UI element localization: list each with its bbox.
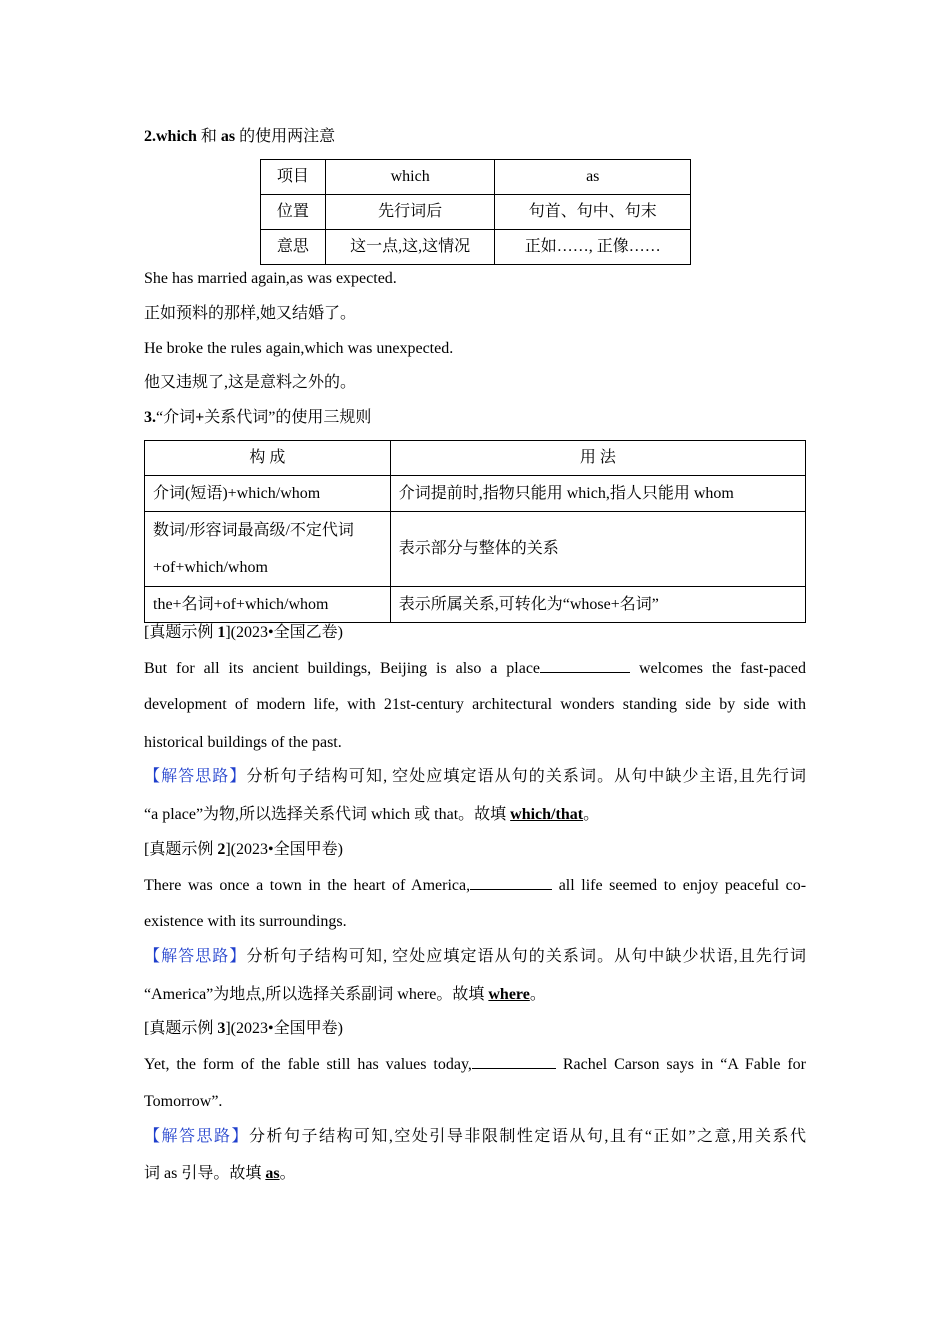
answer-text: “America”为地点,所以选择关系副词 where。故填 [144,986,489,1003]
table-row [145,512,806,587]
question-number: 1 [217,624,226,641]
table-cell: 构 成 [145,441,391,476]
table-header-row [145,441,806,476]
heading-text: 的使用两注意 [235,128,336,145]
table-cell: 句首、句中、句末 [495,195,691,230]
header-text: [真题示例 [144,1020,218,1037]
header-text: [真题示例 [144,841,218,858]
answer-1-line [144,805,599,825]
header-text: ](2023•全国乙卷) [225,624,343,641]
table-cell: 表示所属关系,可转化为“whose+名词” [390,587,805,623]
question-text: But for all its ancient buildings, Beijing is also a place [144,660,541,677]
answer-blank [472,1054,556,1069]
heading-text: “介词 [156,409,196,426]
answer-text: 词 as 引导。故填 [144,1165,266,1182]
table-cell: 意思 [261,230,326,265]
table-header-row [261,160,691,195]
question-1-header [144,623,343,643]
cell-line: +of+which/whom [153,559,268,576]
answer-text: “a place”为物,所以选择关系代词 which 或 that。故填 [144,806,511,823]
answer-tag: 【解答思路】 [144,1128,249,1145]
question-2-header [144,840,343,860]
table-cell: 正如……, 正像…… [495,230,691,265]
answer-text: 分析句子结构可知,空处引导非限制性定语从句,且有“正如”之意,用关系代 [248,1128,806,1145]
question-text: all life seemed to enjoy peaceful co- [558,877,807,894]
table-row [261,230,691,265]
table-cell: 项目 [261,160,326,195]
question-text: Yet, the form of the fable still has values today, [144,1056,472,1073]
table-cell: 用 法 [390,441,805,476]
example-sentence: He broke the rules again,which was unexpected. [144,340,454,357]
table-cell: 这一点,这,这情况 [325,230,495,265]
answer-text: 。 [279,1165,296,1182]
table-cell: the+名词+of+which/whom [145,587,391,623]
answer-text: 。 [583,806,600,823]
question-3-header [144,1019,343,1039]
table-cell: 介词提前时,指物只能用 which,指人只能用 whom [390,476,805,512]
header-text: ](2023•全国甲卷) [225,1020,343,1037]
answer-key: where [488,986,530,1003]
answer-blank [470,875,552,890]
section-number: 3. [144,409,156,426]
answer-key: as [265,1165,280,1182]
answer-blank [540,658,630,673]
question-text: Rachel Carson says in “A Fable for [562,1056,807,1073]
question-3-line: Tomorrow”. [144,1093,223,1110]
answer-text: 。 [529,986,546,1003]
question-1-line: historical buildings of the past. [144,734,342,751]
answer-tag: 【解答思路】 [144,948,247,965]
example-translation: 他又违规了,这是意料之外的。 [144,374,357,391]
answer-3-line [144,1164,296,1184]
answer-text: 分析句子结构可知, 空处应填定语从句的关系词。从句中缺少主语,且先行词 [246,768,806,785]
heading-text: 和 [196,128,221,145]
keyword-as: as [220,128,236,145]
question-number: 2 [217,841,226,858]
question-3-line [144,1054,806,1075]
heading-plus: + [195,409,205,426]
table-cell: 先行词后 [325,195,495,230]
cell-line: 数词/形容词最高级/不定代词 [153,522,354,539]
answer-tag: 【解答思路】 [144,768,247,785]
question-1-line [144,658,806,679]
table-row [261,195,691,230]
question-2-line: existence with its surroundings. [144,913,347,930]
section-2-heading [144,127,335,147]
example-translation: 正如预料的那样,她又结婚了。 [144,305,357,322]
answer-2-line [144,947,806,967]
header-text: ](2023•全国甲卷) [225,841,343,858]
table-row [145,587,806,623]
heading-text: 关系代词”的使用三规则 [204,409,372,426]
table-cell: 位置 [261,195,326,230]
answer-2-line [144,985,546,1005]
table-row [145,476,806,512]
question-2-line [144,875,806,896]
keyword-which: which [156,128,197,145]
section-number: 2. [144,128,156,145]
answer-3-line [144,1127,806,1147]
question-text: There was once a town in the heart of America, [144,877,471,894]
table-cell: 介词(短语)+which/whom [145,476,391,512]
answer-text: 分析句子结构可知, 空处应填定语从句的关系词。从句中缺少状语,且先行词 [246,948,806,965]
section-3-heading [144,408,371,428]
example-sentence: She has married again,as was expected. [144,270,397,287]
which-as-table [260,159,691,265]
question-text: welcomes the fast-paced [638,660,807,677]
answer-key: which/that [510,806,584,823]
header-text: [真题示例 [144,624,218,641]
table-cell: 表示部分与整体的关系 [390,512,805,587]
answer-1-line [144,767,806,787]
question-number: 3 [217,1020,226,1037]
question-1-line: development of modern life, with 21st-century architectural wonders standing side by side with [144,696,806,713]
table-cell [145,512,391,587]
prep-relative-table [144,440,806,623]
table-cell: as [495,160,691,195]
table-cell: which [325,160,495,195]
